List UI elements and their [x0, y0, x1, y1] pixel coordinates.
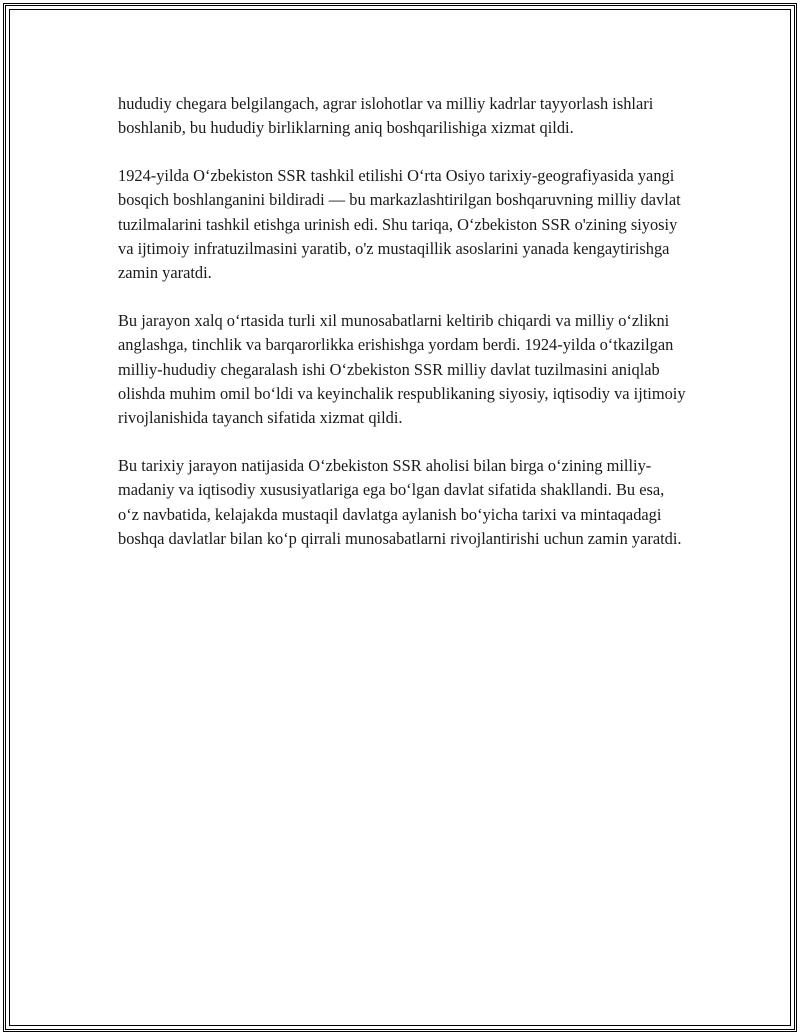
- paragraph-4: Bu tarixiy jarayon natijasida O‘zbekiston SSR aholisi bilan birga o‘zining milliy-madaniy va iqtisodiy xususiyatlariga ega bo‘lgan davlat sifatida shakllandi. Bu esa, o‘z navbatida, kelajakda mustaqil davlatga aylanish bo‘yicha tarixi va mintaqadagi boshqa davlatlar bilan ko‘p qirrali munosabatlarni rivojlantirishi uchun zamin yaratdi.: [118, 455, 682, 549]
- paragraph-3: Bu jarayon xalq o‘rtasida turli xil munosabatlarni keltirib chiqardi va milliy o‘zlikni anglashga, tinchlik va barqarorlikka erishishga yordam berdi. 1924-yilda o‘tkazilgan milliy-hududiy chegaralash ishi O‘zbekiston SSR milliy davlat tuzilmasini aniqlab olishda muhim omil bo‘ldi va keyinchalik respublikaning siyosiy, iqtisodiy va ijtimoiy rivojlanishida tayanch sifatida xizmat qildi.: [118, 310, 686, 428]
- paragraph-1: hududiy chegara belgilangach, agrar islohotlar va milliy kadrlar tayyorlash ishlari boshlanib, bu hududiy birliklarning aniq boshqarilishiga xizmat qildi.: [118, 94, 654, 138]
- paragraph-2: 1924-yilda O‘zbekiston SSR tashkil etilishi O‘rta Osiyo tarixiy-geografiyasida yangi bosqich boshlanganini bildiradi — bu markazlashtirilgan boshqaruvning milliy davlat tuzilmalarini tashkil etishga urinish edi. Shu tariqa, O‘zbekiston SSR o'zining siyosiy va ijtimoiy infratuzilmasini yaratib, o'z mustaqillik asoslarini yanada kengaytirishga zamin yaratdi.: [118, 165, 681, 283]
- document-body: [118, 92, 688, 575]
